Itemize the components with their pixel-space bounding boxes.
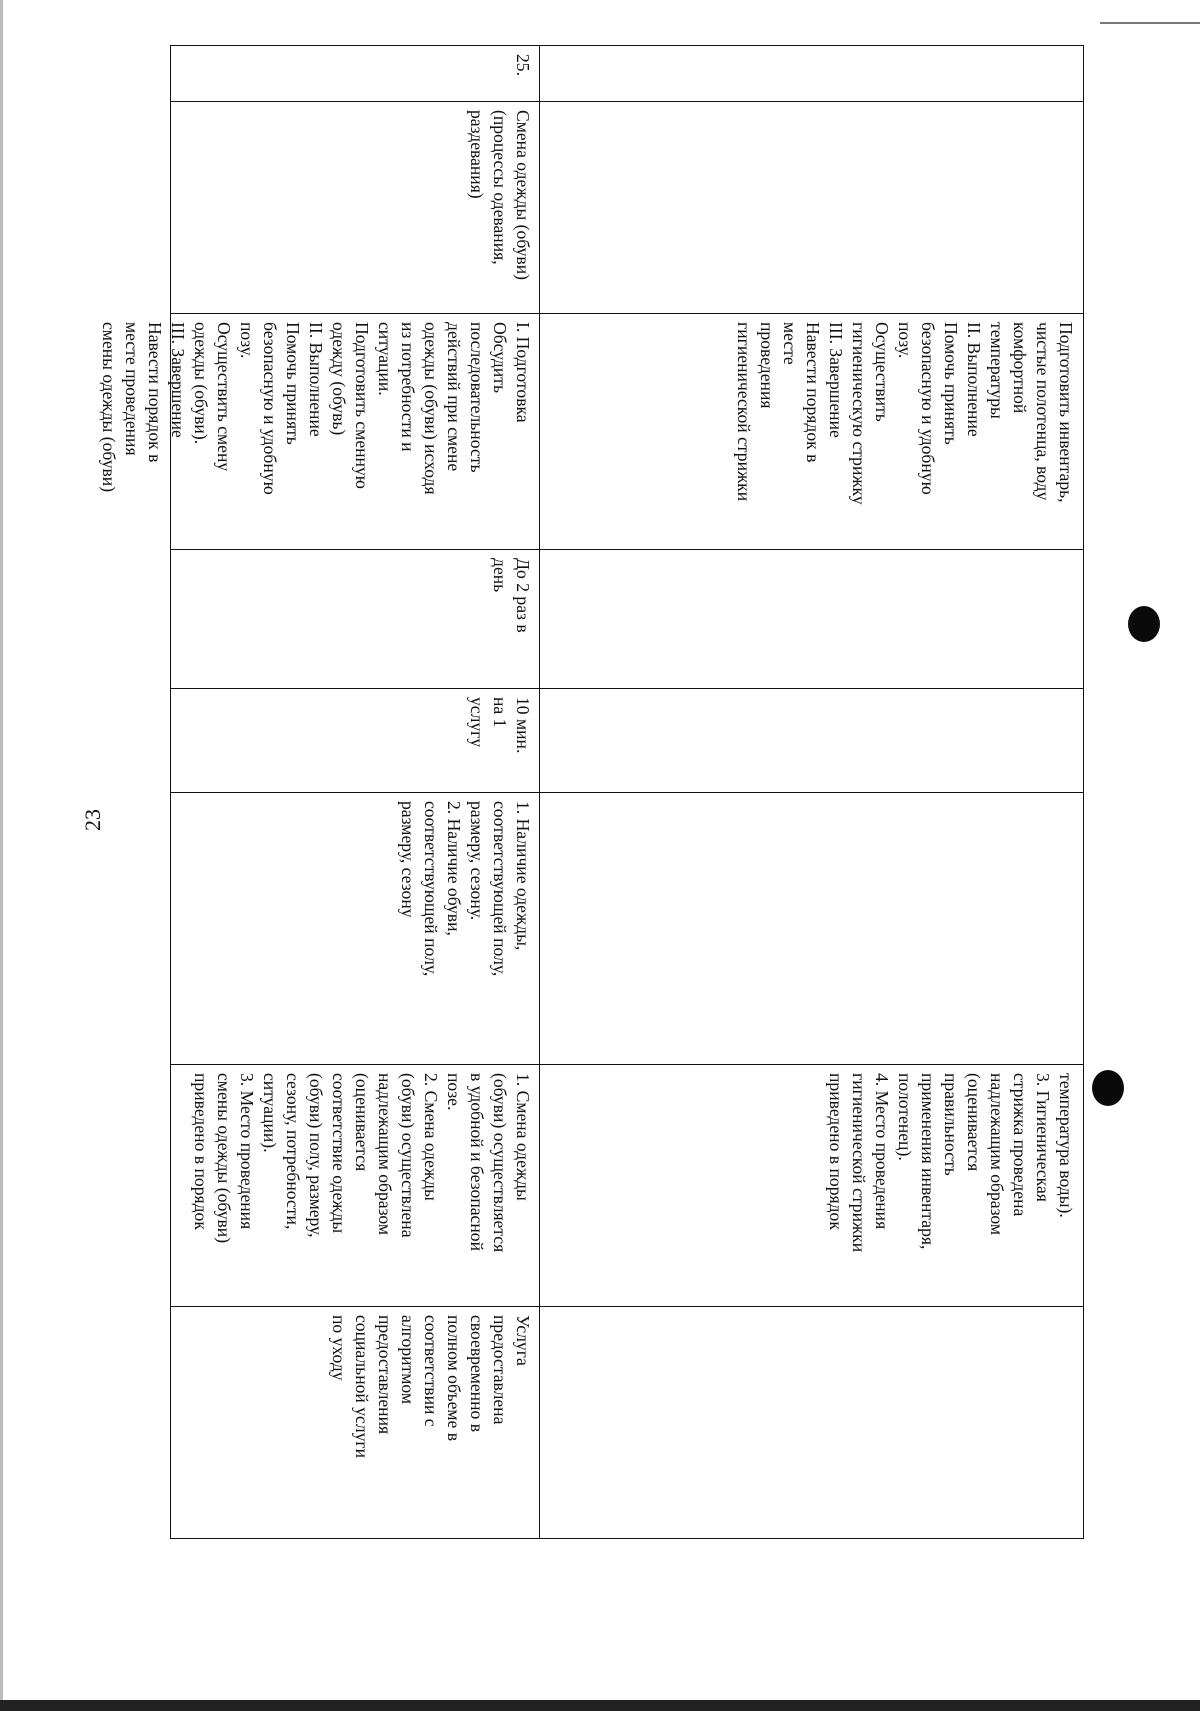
punch-hole — [1092, 1070, 1124, 1106]
cell-quality-indicators: 1. Смена одежды (обуви) осуществляется в удобной и безопасной позе. 2. Смена одежды (обуви) осуществлена надлежащим образом (оценивается соответствие одежды (обуви) полу, размеру, сезону, потребности, ситуации). 3. Место проведения смены одежды (обуви) приведено в порядок — [171, 1064, 540, 1306]
punch-hole — [1128, 606, 1160, 642]
cell-result — [540, 1306, 1083, 1540]
scan-top-mark — [1100, 22, 1200, 24]
cell-time: 10 мин. на 1 услугу — [171, 688, 540, 792]
cell-actions: Подготовить инвентарь, чистые полотенца, воду комфортной температуры II. Выполнение Помочь принять безопасную и удобную позу. Осуществить гигиеническую стрижку III. Завершение Навести порядок в месте проведения гигиенической стрижки — [540, 313, 1083, 549]
page-number: 23 — [80, 809, 105, 831]
cell-service-name — [540, 101, 1083, 313]
cell-number: 25. — [513, 54, 533, 76]
cell-quality-indicators: температура воды). 3. Гигиеническая стрижка проведена надлежащим образом (оценивается правильность применения инвентаря, полотенец). 4. Место проведения гигиенической стрижки приведено в порядок — [540, 1064, 1083, 1306]
cell-conditions: 1. Наличие одежды, соответствующей полу, размеру, сезону. 2. Наличие обуви, соответствующей полу, размеру, сезону — [171, 792, 540, 1064]
cell-conditions — [540, 792, 1083, 1064]
table-row — [99, 46, 540, 1538]
cell-actions: I. Подготовка Обсудить последовательность действий при смене одежды (обуви) исходя из потребности и ситуации. Подготовить сменную одежду (обувь) II. Выполнение Помочь принять безопасную и удобную позу. Осуществить смену одежды (обуви). III. Завершение Навести порядок в месте проведения смены одежды (обуви) — [171, 313, 540, 549]
table-row — [539, 46, 1083, 1538]
scan-bottom-bar — [0, 1700, 1200, 1711]
cell-frequency: До 2 раз в день — [171, 549, 540, 688]
cell-service-name: Смена одежды (обуви) (процессы одевания, раздевания) — [171, 101, 540, 313]
cell-time — [540, 688, 1083, 792]
cell-frequency — [540, 549, 1083, 688]
service-table — [99, 45, 1084, 1539]
cell-result: Услуга предоставлена своевременно в полном объеме в соответствии с алгоритмом предоставления социальной услуги по уходу — [171, 1306, 540, 1540]
cell-number — [540, 46, 1083, 101]
scan-left-edge — [0, 0, 3, 1711]
